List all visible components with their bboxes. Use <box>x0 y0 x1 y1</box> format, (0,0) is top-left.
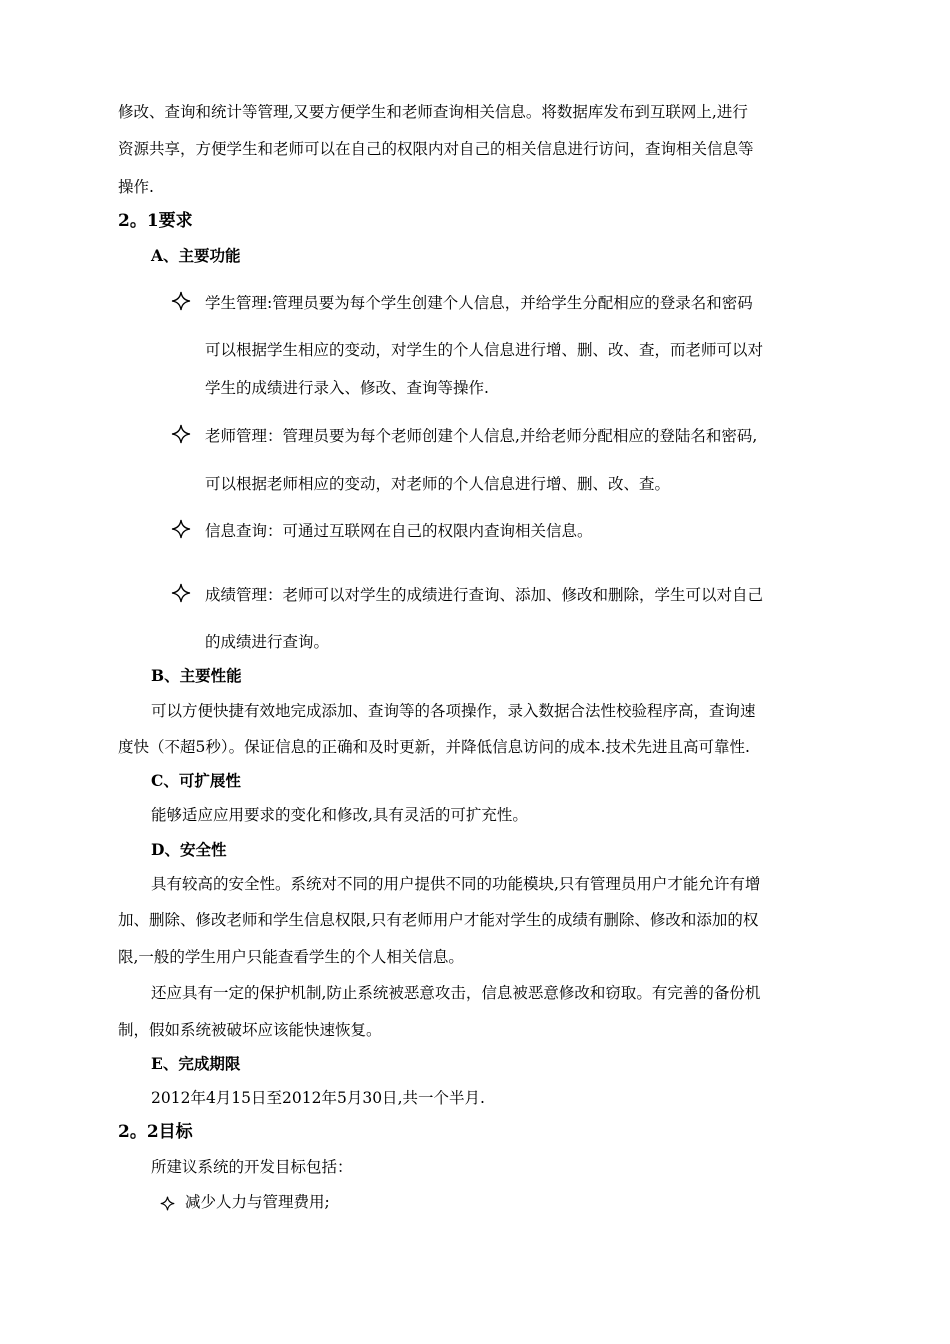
performance-line-2: 度快（不超5秒）。保证信息的正确和及时更新，并降低信息访问的成本.技术先进且高可靠性. <box>118 738 750 756</box>
security-line-3: 限,一般的学生用户只能查看学生的个人相关信息。 <box>118 948 464 966</box>
list-item-grade-mgmt-line-1: 成绩管理：老师可以对学生的成绩进行查询、添加、修改和删除，学生可以对自己 <box>205 586 764 604</box>
goals-intro: 所建议系统的开发目标包括： <box>151 1158 353 1176</box>
four-point-star-icon <box>171 583 191 603</box>
security-line-5: 制，假如系统被破坏应该能快速恢复。 <box>118 1021 382 1039</box>
security-line-1: 具有较高的安全性。系统对不同的用户提供不同的功能模块,只有管理员用户才能允许有增 <box>151 875 761 893</box>
list-item-teacher-mgmt-line-2: 可以根据老师相应的变动，对老师的个人信息进行增、删、改、查。 <box>205 475 671 493</box>
four-point-star-icon <box>171 291 191 311</box>
list-item-grade-mgmt-line-2: 的成绩进行查询。 <box>205 633 330 651</box>
scalability-line-1: 能够适应应用要求的变化和修改,具有灵活的可扩充性。 <box>151 806 528 824</box>
section-heading-2-1: 2。1要求 <box>118 211 193 231</box>
four-point-star-icon <box>171 424 191 444</box>
security-line-4: 还应具有一定的保护机制,防止系统被恶意攻击，信息被恶意修改和窃取。有完善的备份机 <box>151 984 761 1002</box>
list-item-student-mgmt-line-2: 可以根据学生相应的变动，对学生的个人信息进行增、删、改、查，而老师可以对 <box>205 341 764 359</box>
list-item-info-query-line-1: 信息查询：可通过互联网在自己的权限内查询相关信息。 <box>205 522 593 540</box>
subsection-title-d: D、安全性 <box>151 840 227 859</box>
intro-line-1: 修改、查询和统计等管理,又要方便学生和老师查询相关信息。将数据库发布到互联网上,进行 <box>118 103 748 121</box>
security-line-2: 加、删除、修改老师和学生信息权限,只有老师用户才能对学生的成绩有删除、修改和添加的权 <box>118 911 759 929</box>
subsection-title-e: E、完成期限 <box>151 1054 241 1073</box>
list-item-student-mgmt-line-3: 学生的成绩进行录入、修改、查询等操作. <box>205 379 489 397</box>
intro-line-3: 操作. <box>118 178 154 196</box>
subsection-title-c: C、可扩展性 <box>151 771 241 790</box>
section-heading-2-2: 2。2目标 <box>118 1122 193 1142</box>
list-item-student-mgmt-line-1: 学生管理:管理员要为每个学生创建个人信息，并给学生分配相应的登录名和密码 <box>205 294 753 312</box>
deadline-line-1: 2012年4月15日至2012年5月30日,共一个半月. <box>151 1089 485 1107</box>
goal-item-1: 减少人力与管理费用; <box>185 1193 330 1211</box>
subsection-title-a: A、主要功能 <box>151 246 241 265</box>
intro-line-2: 资源共享，方便学生和老师可以在自己的权限内对自己的相关信息进行访问，查询相关信息等 <box>118 140 754 158</box>
four-point-star-icon <box>160 1196 180 1216</box>
subsection-title-b: B、主要性能 <box>151 666 242 685</box>
performance-line-1: 可以方便快捷有效地完成添加、查询等的各项操作，录入数据合法性校验程序高，查询速 <box>151 702 756 720</box>
four-point-star-icon <box>171 519 191 539</box>
list-item-teacher-mgmt-line-1: 老师管理：管理员要为每个老师创建个人信息,并给老师分配相应的登陆名和密码, <box>205 427 758 445</box>
